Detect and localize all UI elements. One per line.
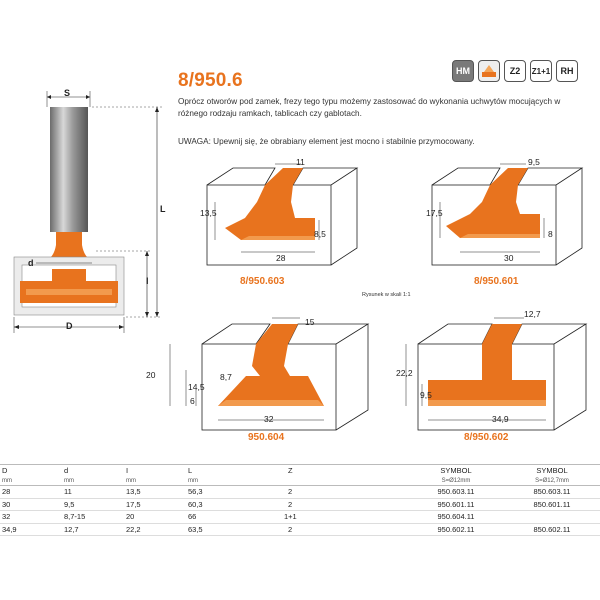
hm-badge: HM: [452, 60, 474, 82]
cell-d: 32: [0, 511, 62, 524]
unit-cell: mm: [186, 476, 248, 486]
table-row: [0, 523, 600, 536]
dim-603-top: 11: [296, 157, 305, 167]
table-header-row: [0, 465, 600, 477]
label-d-small: d: [28, 258, 34, 268]
warning-text: UWAGA: Upewnij się, że obrabiany element jest mocno i stabilnie przymocowany.: [178, 137, 475, 146]
code-950-602: 8/950.602: [464, 432, 509, 443]
dim-601-bottom: 30: [504, 253, 514, 263]
cell-i: 20: [124, 511, 186, 524]
dim-604-top: 15: [305, 317, 315, 327]
product-code: 8/950.6: [178, 70, 243, 91]
cell-l: 60,3: [186, 498, 248, 511]
spec-table: [0, 464, 600, 536]
dim-603-bottom: 28: [276, 253, 286, 263]
dim-604-height: 20: [146, 370, 156, 380]
unit-cell: mm: [62, 476, 124, 486]
cell-symbol-12: 950.603.11: [408, 486, 504, 499]
code-950-603: 8/950.603: [240, 276, 285, 287]
cell-symbol-127: 850.602.11: [504, 523, 600, 536]
table-row: [0, 511, 600, 524]
dim-602-small: 9,5: [420, 390, 432, 400]
code-950-604: 950.604: [248, 432, 285, 443]
dim-604-bottom: 32: [264, 414, 274, 424]
cell-l: 63,5: [186, 523, 248, 536]
dim-602-height: 22,2: [396, 368, 413, 378]
z2-badge: Z2: [504, 60, 526, 82]
table-row: [0, 486, 600, 499]
cell-symbol-12: 950.602.11: [408, 523, 504, 536]
label-i: I: [146, 276, 149, 286]
label-l: L: [160, 204, 166, 214]
cell-symbol-127: 850.601.11: [504, 498, 600, 511]
cell-i: 13,5: [124, 486, 186, 499]
z11-badge: Z1+1: [530, 60, 552, 82]
rh-badge: RH: [556, 60, 578, 82]
header-cell: SYMBOL: [504, 465, 600, 477]
cell-l: 56,3: [186, 486, 248, 499]
header-cell: D: [0, 465, 62, 477]
cell-symbol-12: 950.601.11: [408, 498, 504, 511]
table-subheader-row: [0, 476, 600, 486]
cell-d-small: 12,7: [62, 523, 124, 536]
dim-601-top: 9,5: [528, 157, 540, 167]
dim-603-right: 8,5: [314, 229, 326, 239]
unit-cell: mm: [124, 476, 186, 486]
label-s: S: [64, 88, 71, 98]
code-950-601: 8/950.601: [474, 276, 519, 287]
cell-l: 66: [186, 511, 248, 524]
header-cell: d: [62, 465, 124, 477]
dim-602-top: 12,7: [524, 309, 541, 319]
cutter-icon: [480, 62, 498, 80]
label-d-large: D: [66, 321, 73, 331]
cell-d-small: 8,7-15: [62, 511, 124, 524]
cell-i: 22,2: [124, 523, 186, 536]
dim-603-height: 13,5: [200, 208, 217, 218]
cell-z: 2: [248, 486, 408, 499]
tool-drawing: [0, 85, 175, 345]
unit-cell: mm: [0, 476, 62, 486]
cell-z: 2: [248, 523, 408, 536]
header-cell: L: [186, 465, 248, 477]
feature-badges: [452, 60, 578, 82]
scale-note: Rysunek w skali 1:1: [362, 292, 411, 298]
cell-z: 1+1: [248, 511, 408, 524]
cell-d: 34,9: [0, 523, 62, 536]
dim-601-right: 8: [548, 229, 553, 239]
cell-d-small: 11: [62, 486, 124, 499]
unit-cell: [248, 476, 408, 486]
tool-image-badge: [478, 60, 500, 82]
cell-symbol-127: 850.603.11: [504, 486, 600, 499]
dim-604-mid: 14,5: [188, 382, 205, 392]
header-cell: SYMBOL: [408, 465, 504, 477]
cell-d-small: 9,5: [62, 498, 124, 511]
cell-symbol-12: 950.604.11: [408, 511, 504, 524]
header-cell: Z: [248, 465, 408, 477]
cell-z: 2: [248, 498, 408, 511]
cell-d: 30: [0, 498, 62, 511]
table-row: [0, 498, 600, 511]
cell-d: 28: [0, 486, 62, 499]
dim-601-height: 17,5: [426, 208, 443, 218]
unit-cell: S=Ø12mm: [408, 476, 504, 486]
cell-symbol-127: [504, 511, 600, 524]
product-description: Oprócz otworów pod zamek, frezy tego typu możemy zastosować do wykonania uchwytów mocujących w różnego rodzaju ramkach, tablicach czy gablotach.: [178, 97, 561, 118]
dim-604-inner: 8,7: [220, 372, 232, 382]
cell-i: 17,5: [124, 498, 186, 511]
unit-cell: S=Ø12,7mm: [504, 476, 600, 486]
dim-602-bottom: 34,9: [492, 414, 509, 424]
dim-604-small: 6: [190, 396, 195, 406]
header-cell: I: [124, 465, 186, 477]
